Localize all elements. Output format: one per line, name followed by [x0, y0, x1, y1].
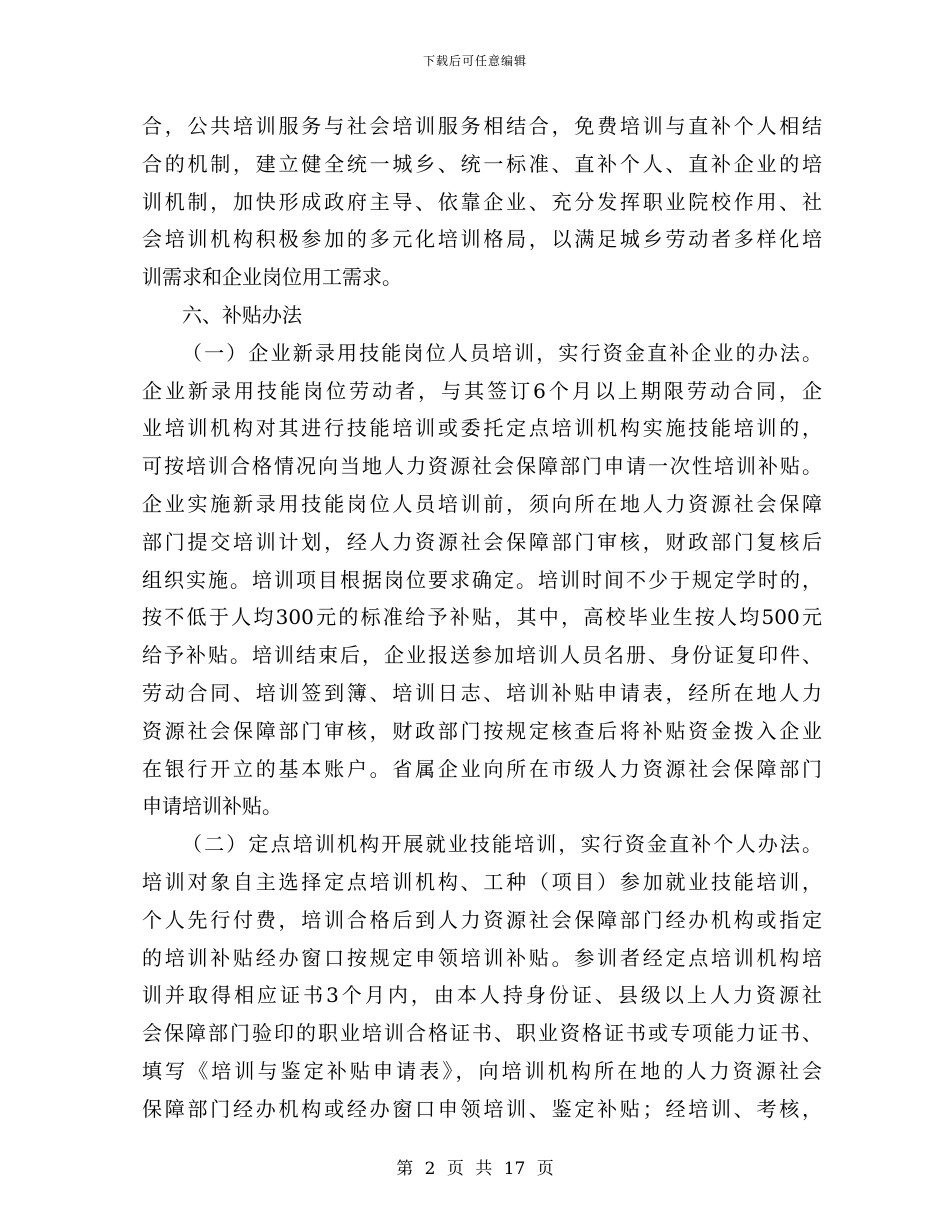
body-line: 训需求和企业岗位用工需求。 — [142, 265, 402, 290]
body-line: 会培训机构积极参加的多元化培训格局，以满足城乡劳动者多样化培 — [142, 227, 822, 252]
body-line: 给予补贴。培训结束后，企业报送参加培训人员名册、身份证复印件、 — [142, 643, 822, 668]
body-line: 在银行开立的基本账户。省属企业向所在市级人力资源社会保障部门 — [142, 756, 822, 781]
body-line: 训机制，加快形成政府主导、依靠企业、充分发挥职业院校作用、社 — [142, 189, 822, 214]
body-line: 合，公共培训服务与社会培训服务相结合，免费培训与直补个人相结 — [142, 114, 822, 138]
body-line: 个人先行付费，培训合格后到人力资源社会保障部门经办机构或指定 — [142, 907, 822, 932]
body-line: 训并取得相应证书3个月内，由本人持身份证、县级以上人力资源社 — [142, 983, 822, 1008]
body-line: 保障部门经办机构或经办窗口申领培训、鉴定补贴；经培训、考核， — [142, 1096, 822, 1121]
body-line: 可按培训合格情况向当地人力资源社会保障部门申请一次性培训补贴。 — [142, 454, 822, 479]
page-header: 下载后可任意编辑 — [422, 54, 527, 68]
body-line: 培训对象自主选择定点培训机构、工种（项目）参加就业技能培训， — [142, 869, 822, 894]
body-line: 企业新录用技能岗位劳动者，与其签订6个月以上期限劳动合同，企 — [142, 378, 822, 403]
body-line: 申请培训补贴。 — [142, 794, 282, 819]
body-line: 部门提交培训计划，经人力资源社会保障部门审核，财政部门复核后 — [142, 529, 822, 554]
body-line: 的培训补贴经办窗口按规定申领培训补贴。参训者经定点培训机构培 — [142, 945, 822, 970]
subsection-heading: （一）企业新录用技能岗位人员培训，实行资金直补企业的办法。 — [182, 340, 822, 365]
body-line: 企业实施新录用技能岗位人员培训前，须向所在地人力资源社会保障 — [142, 491, 822, 516]
body-line: 业培训机构对其进行技能培训或委托定点培训机构实施技能培训的， — [142, 416, 822, 441]
page-number: 第 2 页 共 17 页 — [396, 1159, 554, 1179]
body-line: 组织实施。培训项目根据岗位要求确定。培训时间不少于规定学时的， — [142, 567, 822, 592]
body-line: 会保障部门验印的职业培训合格证书、职业资格证书或专项能力证书、 — [142, 1021, 822, 1046]
document-body — [142, 108, 822, 1129]
body-line: 资源社会保障部门审核，财政部门按规定核查后将补贴资金拨入企业 — [142, 718, 822, 743]
subsection-heading: （二）定点培训机构开展就业技能培训，实行资金直补个人办法。 — [182, 832, 822, 857]
body-line: 按不低于人均300元的标准给予补贴，其中，高校毕业生按人均500元 — [142, 605, 822, 630]
body-line: 劳动合同、培训签到簿、培训日志、培训补贴申请表，经所在地人力 — [142, 680, 822, 705]
body-line: 填写《培训与鉴定补贴申请表》，向培训机构所在地的人力资源社会 — [142, 1058, 822, 1083]
section-heading: 六、补贴办法 — [182, 302, 302, 327]
body-line: 合的机制，建立健全统一城乡、统一标准、直补个人、直补企业的培 — [142, 151, 822, 176]
